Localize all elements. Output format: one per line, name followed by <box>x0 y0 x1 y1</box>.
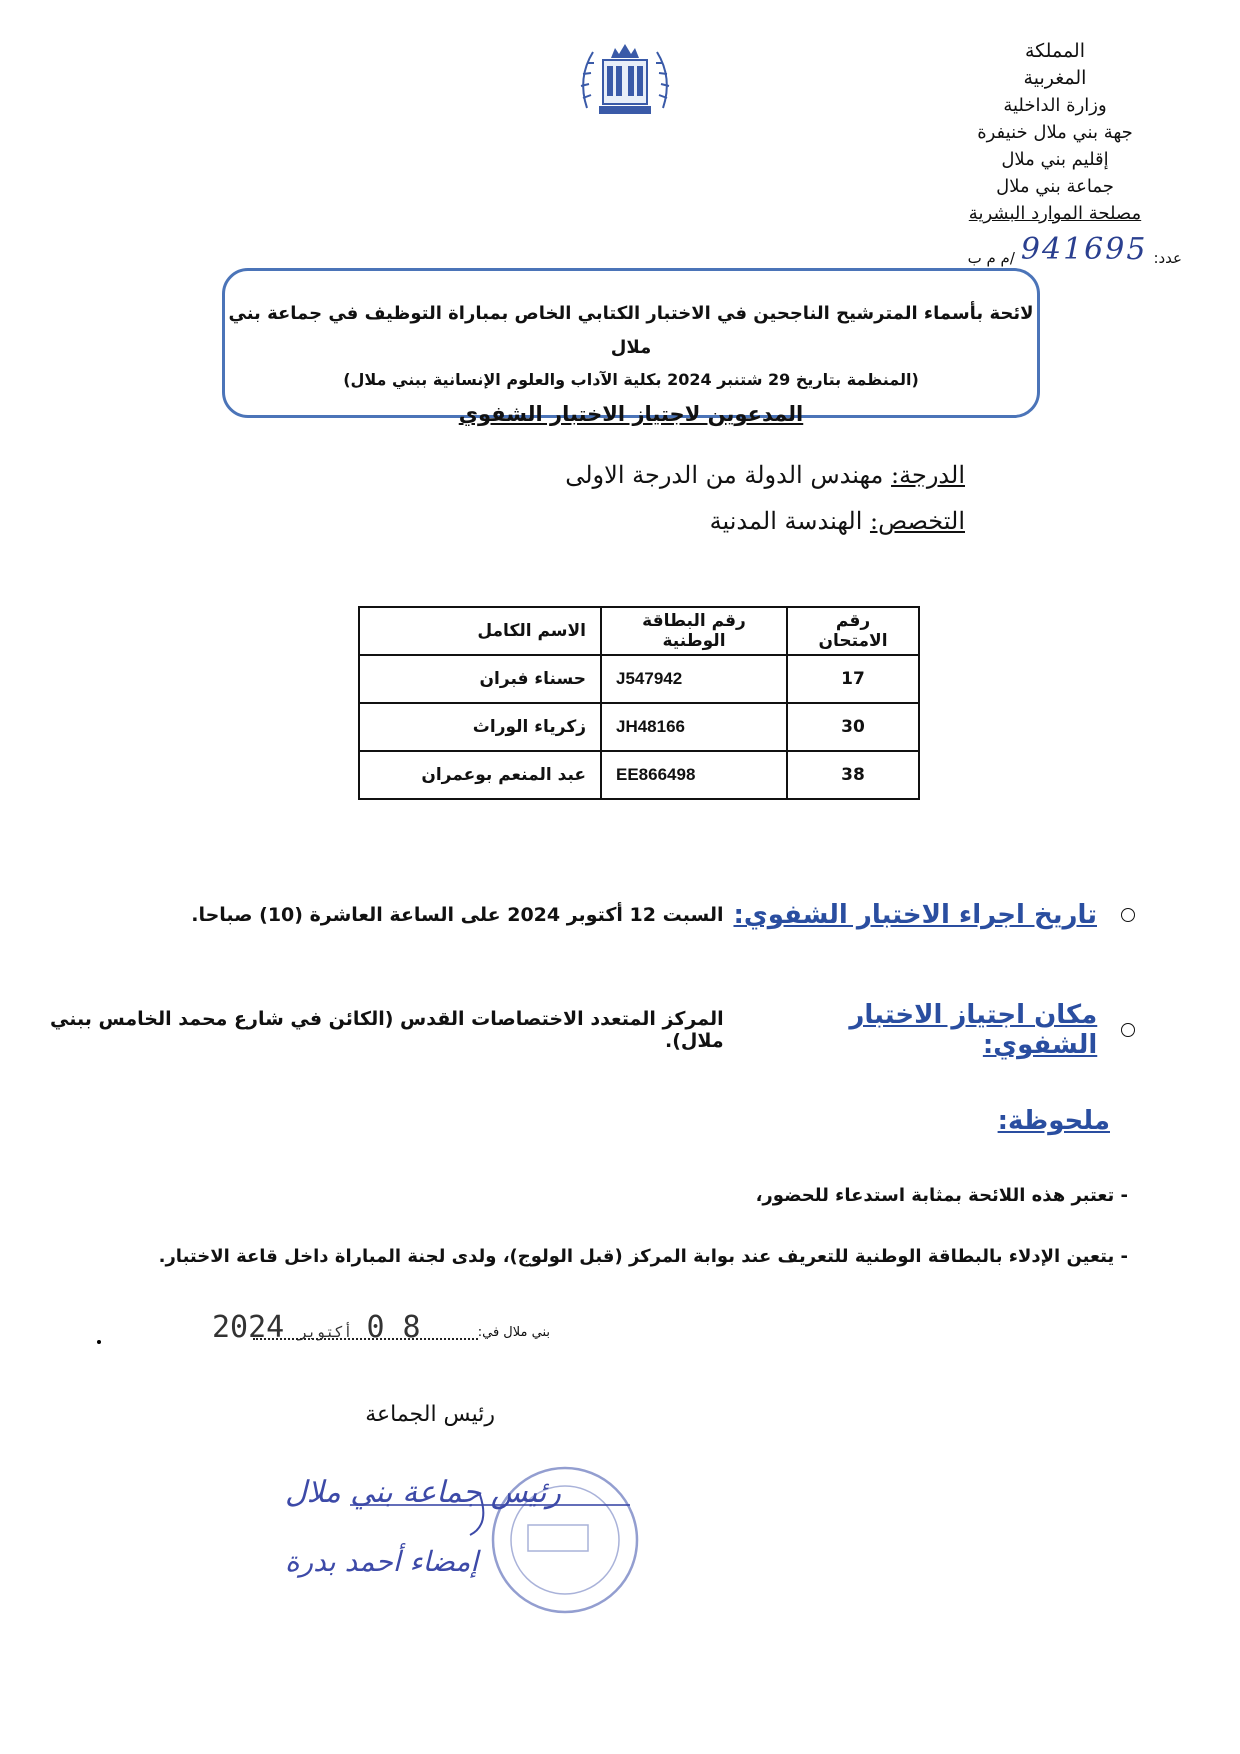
oral-place-label: مكان اجتياز الاختبار الشفوي: <box>849 1000 1098 1060</box>
header-line-commune: جماعة بني ملال <box>996 176 1114 197</box>
oral-date-value: السبت 12 أكتوبر 2024 على الساعة العاشرة (10) صباحا. <box>191 904 724 926</box>
header-full-name: الاسم الكامل <box>359 607 601 655</box>
cell-national-id: J547942 <box>601 655 787 703</box>
signature-line-2: إمضاء أحمد بدرة <box>285 1545 479 1578</box>
issuer-header <box>940 38 1170 227</box>
table-row <box>359 703 919 751</box>
stray-dot <box>97 1340 101 1344</box>
cell-full-name: زكرياء الوراث <box>359 703 601 751</box>
signature-line-1: رئيس جماعة بني ملال <box>285 1475 561 1510</box>
title-line-1: لائحة بأسماء المترشيح الناجحين في الاختبار الكتابي الخاص بمباراة التوظيف في جماعة بني ملال <box>228 303 1034 358</box>
grade-value: مهندس الدولة من الدرجة الاولى <box>565 461 892 489</box>
candidates-table <box>358 606 920 800</box>
note-item: - يتعين الإدلاء بالبطاقة الوطنية للتعريف عند بوابة المركز (قبل الولوج)، ولدى لجنة المباراة داخل قاعة الاختبار. <box>158 1246 1128 1267</box>
date-stamp-year: 2024 <box>212 1310 285 1345</box>
header-line-morocco: المغربية <box>1023 67 1087 89</box>
grade-label: الدرجة: <box>891 461 965 489</box>
header-line-region: جهة بني ملال خنيفرة <box>977 122 1133 143</box>
ref-suffix: /م م ب <box>967 249 1015 267</box>
reference-number <box>968 232 1182 267</box>
place-date-line <box>253 1325 550 1340</box>
cell-exam-number: 17 <box>787 655 919 703</box>
table-header-row <box>359 607 919 655</box>
specialty-row <box>565 498 965 544</box>
date-stamp-day: 0 8 <box>366 1310 421 1345</box>
table-row <box>359 751 919 799</box>
position-info <box>565 452 965 544</box>
note-item: - تعتبر هذه اللائحة بمثابة استدعاء للحضور، <box>755 1185 1128 1206</box>
title-line-3: المدعوين لاجتياز الاختبار الشفوي <box>458 402 804 426</box>
president-title: رئيس الجماعة <box>365 1402 495 1427</box>
specialty-value: الهندسة المدنية <box>709 507 870 535</box>
ref-label: عدد: <box>1153 249 1182 267</box>
oral-place-value: المركز المتعدد الاختصاصات القدس (الكائن في شارع محمد الخامس ببني ملال). <box>50 1008 724 1052</box>
table-row <box>359 655 919 703</box>
specialty-label: التخصص: <box>869 507 965 535</box>
cell-national-id: EE866498 <box>601 751 787 799</box>
ref-handwritten-number: 941695 <box>1020 232 1148 267</box>
title-box <box>222 268 1040 426</box>
note-heading: ملحوظة: <box>997 1106 1110 1136</box>
header-line-hr-service: مصلحة الموارد البشرية <box>968 203 1142 224</box>
header-line-ministry: وزارة الداخلية <box>1003 95 1107 116</box>
cell-full-name: عبد المنعم بوعمران <box>359 751 601 799</box>
place-label: بني ملال في: <box>477 1325 550 1340</box>
cell-exam-number: 30 <box>787 703 919 751</box>
header-exam-number: رقم الامتحان <box>787 607 919 655</box>
oral-exam-place <box>0 1000 1135 1060</box>
cell-full-name: حسناء فبران <box>359 655 601 703</box>
coat-of-arms-emblem <box>575 38 675 124</box>
oral-date-label: تاريخ اجراء الاختبار الشفوي: <box>733 900 1097 930</box>
cell-exam-number: 38 <box>787 751 919 799</box>
header-line-province: إقليم بني ملال <box>1001 149 1109 170</box>
header-line-kingdom: المملكة <box>1024 40 1085 62</box>
grade-row <box>565 452 965 498</box>
dotted-line <box>253 1326 478 1340</box>
oral-exam-date <box>191 900 1135 930</box>
title-line-2: (المنظمة بتاريخ 29 شتنبر 2024 بكلية الآداب والعلوم الإنسانية ببني ملال) <box>343 370 919 389</box>
header-national-id: رقم البطاقة الوطنية <box>601 607 787 655</box>
bullet-circle-icon <box>1121 1023 1135 1037</box>
bullet-circle-icon <box>1121 908 1135 922</box>
cell-national-id: JH48166 <box>601 703 787 751</box>
date-stamp-month: أكتوبر <box>298 1323 353 1341</box>
